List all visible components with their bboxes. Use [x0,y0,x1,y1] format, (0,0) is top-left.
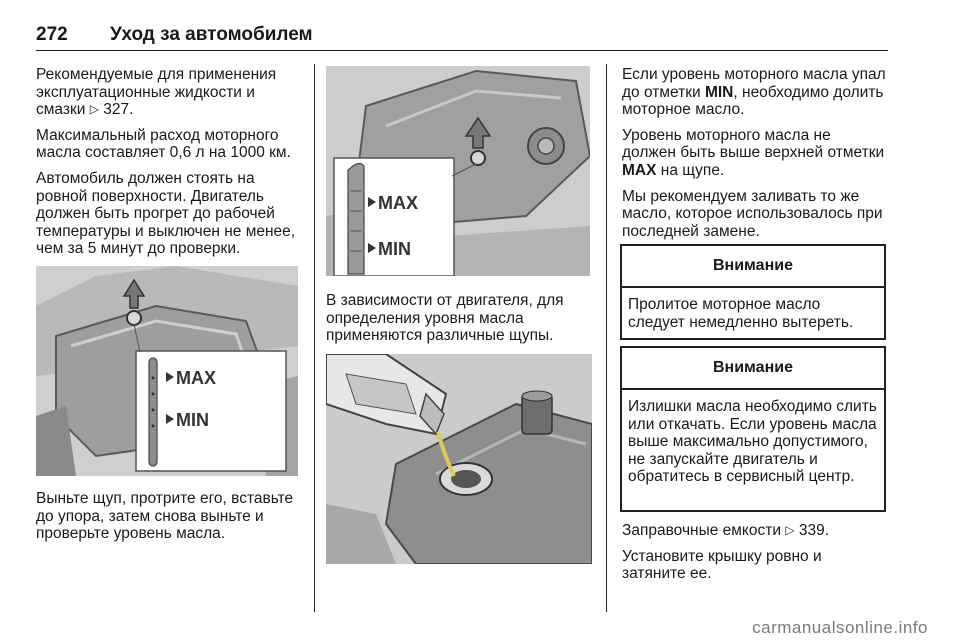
paragraph-conditions: Автомобиль должен стоять на ровной поверхности. Двигатель должен быть прогрет до рабочей температуры и выключен не менее, чем за 5 минут до проверки. [36,169,296,258]
page-reference-link[interactable]: 327. [103,101,134,119]
min-mark-ref: MIN [704,83,734,101]
paragraph-capacities [622,522,886,540]
column-divider-2 [606,64,607,612]
paragraph-max-level-tail: на щупе. [660,161,725,179]
paragraph-install-cap: Установите крышку ровно и затяните ее. [622,547,822,583]
paragraph-max-level [622,127,886,180]
warning-text: Пролитое моторное масло следует немедленно вытереть. [628,296,854,331]
paragraph-min-level-tail: , необходимо долить моторное масло. [622,83,884,119]
warning-text: Излишки масла необходимо слить или откачать. Если уровень масла выше максимально допустимого, не запускайте двигатель и обратитесь в сервисный центр. [628,398,877,486]
min-mark-label: MIN [378,239,411,259]
column-1-top [36,66,304,266]
watermark: carmanualsonline.info [752,618,928,637]
page-reference-link[interactable]: 339. [798,522,830,539]
column-3-bottom [622,522,886,591]
column-3-top [622,66,886,248]
engine-cover-drawing [36,266,298,476]
paragraph-capacities-text: Заправочные емкости [622,522,782,539]
engine-cover-drawing-2 [326,66,590,276]
warning-title: Внимание [622,246,884,288]
warning-title: Внимание [622,348,884,390]
oil-filling-illustration [326,354,592,564]
warning-box-spill [620,244,886,340]
max-mark-ref: MAX [622,161,657,179]
reference-arrow-icon: ▷ [785,523,795,537]
max-mark-label: MAX [176,368,216,388]
header-rule [36,50,888,51]
dipstick-illustration-2 [326,66,590,276]
paragraph-consumption: Максимальный расход моторного масла составляет 0,6 л на 1000 км. [36,126,291,162]
reference-arrow-icon: ▷ [89,102,99,117]
warning-box-overfill [620,346,886,512]
max-mark-label: MAX [378,193,418,213]
paragraph-same-oil: Мы рекомендуем заливать то же масло, которое использовалось при последней замене. [622,187,883,240]
paragraph-dipstick-types: В зависимости от двигателя, для определения уровня масла применяются различные щупы. [326,292,564,345]
page-title: Уход за автомобилем [110,24,313,45]
paragraph-fluids-text: Рекомендуемые для применения эксплуатационные жидкости и смазки [36,66,277,119]
paragraph-fluids [36,66,304,119]
column-divider-1 [314,64,315,612]
page-number: 272 [36,24,68,45]
page-header [36,24,313,46]
paragraph-min-level-text: Если уровень моторного масла упал до отметки [622,66,886,101]
paragraph-max-level-text: Уровень моторного масла не должен быть выше верхней отметки [622,126,885,162]
paragraph-dipstick-procedure: Выньте щуп, протрите его, вставьте до упора, затем снова выньте и проверьте уровень масла. [36,490,294,543]
oil-bottle-drawing [326,354,592,564]
dipstick-illustration-1 [36,266,298,476]
paragraph-min-level [622,66,886,119]
min-mark-label: MIN [176,410,209,430]
